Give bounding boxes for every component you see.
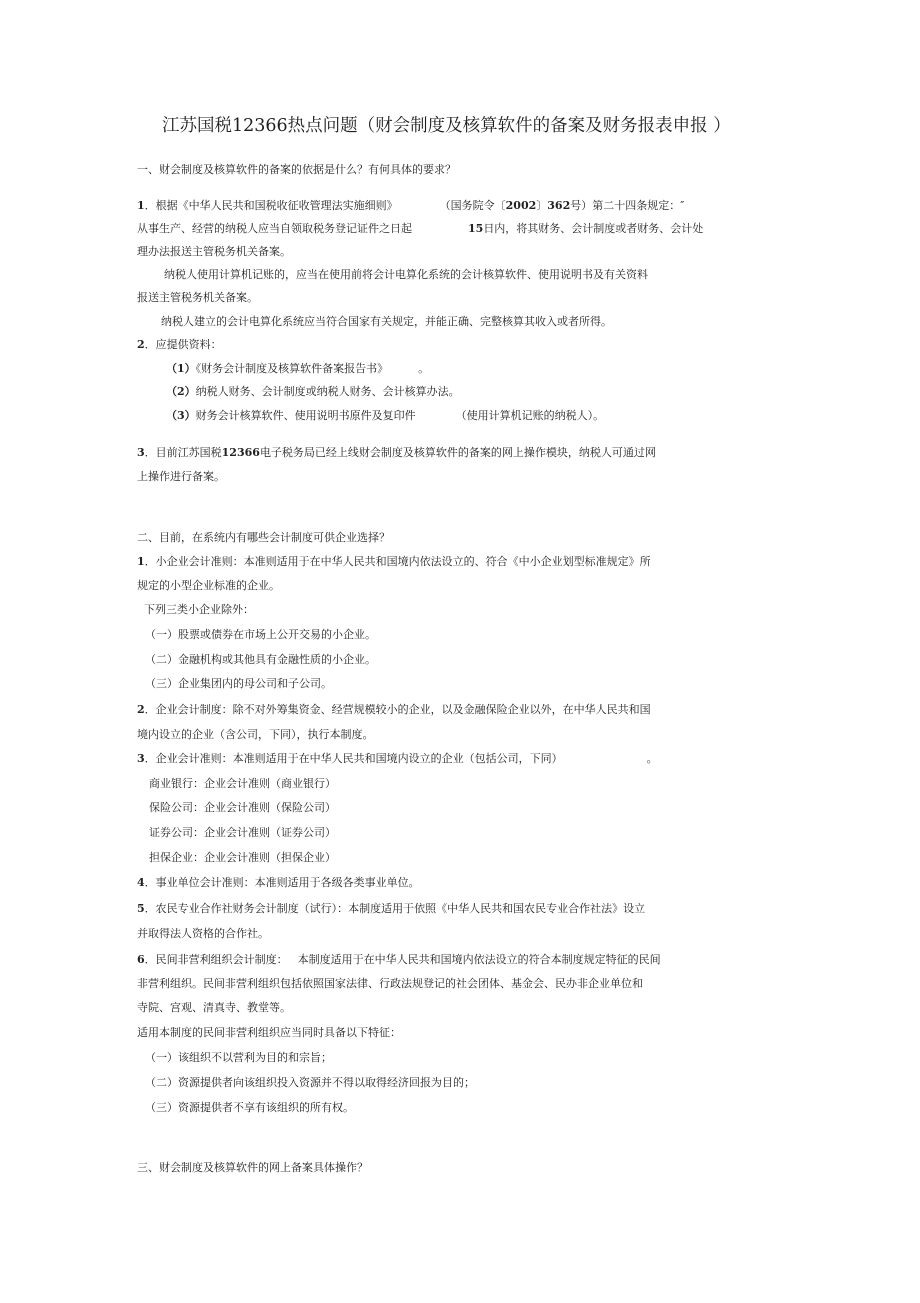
s1-p2-item-3-note: （使用计算机记账的纳税人） (455, 409, 594, 422)
s1-p3-hotline: 12366 (221, 446, 260, 459)
s1-p3-text-b: 电子税务局已经上线财会制度及核算软件的备案的网上操作模块，纳税人可通过网 (259, 446, 656, 459)
s2-item-6-line2: 非营利组织。民间非营利组织包括依照国家法律、行政法规登记的社会团体、基金会、民办非企业单位和 (137, 977, 643, 990)
s1-p2-item-2-number: （2） (166, 385, 196, 398)
s2-item-2-line1 (137, 703, 651, 717)
s2-item-6-text-b: 本制度适用于在中华人民共和国境内依法设立的符合本制度规定特征的民间 (297, 953, 661, 966)
s1-p1-order-no: 362 (547, 199, 571, 212)
section-3-heading: 三、财会制度及核算软件的网上备案具体操作？ (137, 1161, 368, 1174)
s1-p1-line5: 报送主管税务机关备案。 (137, 291, 258, 304)
s2-item-3-sub-2: 保险公司：企业会计准则（保险公司） (149, 801, 336, 814)
s1-p1-line6: 纳税人建立的会计电算化系统应当符合国家有关规定，并能正确、完整核算其收入或者所得。 (161, 315, 612, 328)
s1-p1-quote-mark: ″ (680, 199, 685, 212)
s1-p3-line2: 上操作进行备案。 (137, 470, 225, 483)
s2-item-3-line1 (137, 752, 658, 766)
s2-item-4-text: ．事业单位会计准则：本准则适用于各级各类事业单位。 (144, 876, 420, 889)
s2-item-2-line2: 境内设立的企业（含公司，下同），执行本制度。 (137, 728, 374, 741)
s2-item-5-line1 (137, 902, 645, 916)
s2-item-3-number: 3 (137, 752, 145, 765)
s2-item-5-number: 5 (137, 902, 145, 915)
s2-item-3-text: ．企业会计准则：本准则适用于在中华人民共和国境内设立的企业（包括公司，下同） (144, 752, 563, 765)
s1-p2-text: ．应提供资料： (144, 338, 222, 351)
s2-item-3-sub-4: 担保企业：企业会计准则（担保企业） (149, 851, 336, 864)
s1-p2-item-3-dot: 。 (593, 409, 605, 422)
s2-item-1-sub-2: （二）金融机构或其他具有金融性质的小企业。 (145, 653, 376, 666)
s1-p1-l2-text-b: 日内，将其财务、会计制度或者财务、会计处 (483, 222, 704, 235)
s2-item-6-sub-2: （二）资源提供者向该组织投入资源并不得以取得经济回报为目的； (145, 1076, 475, 1089)
s1-p2-item-3-text: 财务会计核算软件、使用说明书原件及复印件 (195, 409, 416, 422)
s2-item-6-line1 (137, 953, 661, 967)
s2-item-4-number: 4 (137, 876, 145, 889)
s2-item-1-line1 (137, 555, 651, 569)
s1-p1-text-b: （国务院令〔 (439, 199, 506, 212)
s2-item-5-text: ．农民专业合作社财务会计制度（试行）：本制度适用于依照《中华人民共和国农民专业合作社法》设立 (144, 902, 646, 915)
section-2-heading: 二、目前，在系统内有哪些会计制度可供企业选择？ (137, 531, 390, 544)
s1-p2-item-1-end: 。 (418, 362, 430, 375)
s1-p1-text-c: 号）第二十四条规定： (570, 199, 681, 212)
s2-item-1-number: 1 (137, 555, 145, 568)
s2-item-6-sub-3: （三）资源提供者不享有该组织的所有权。 (145, 1101, 354, 1114)
s2-item-3-end: 。 (646, 752, 658, 765)
s1-p2-item-1 (166, 362, 429, 376)
s1-p3-text-a: ．目前江苏国税 (144, 446, 222, 459)
s1-p2-item-2-text: 纳税人财务、会计制度或纳税人财务、会计核算办法。 (195, 385, 460, 398)
s1-p2-item-3 (166, 409, 604, 423)
s1-p2-item-1-text: 《财务会计制度及核算软件备案报告书》 (195, 362, 389, 375)
s1-p2-line (137, 338, 222, 352)
s2-item-3-sub-1: 商业银行：企业会计准则（商业银行） (149, 777, 336, 790)
s1-p3-line1 (137, 446, 656, 460)
s2-item-1-line3: 下列三类小企业除外： (144, 603, 254, 616)
s2-item-6-sub-1: （一）该组织不以营利为目的和宗旨； (145, 1051, 332, 1064)
s2-item-4-line1 (137, 876, 420, 890)
document-title: 江苏国税12366热点问题（财会制度及核算软件的备案及财务报表申报 ） (162, 116, 731, 136)
s2-item-1-sub-1: （一）股票或债券在市场上公开交易的小企业。 (145, 628, 376, 641)
s1-p1-text-a: ．根据《中华人民共和国税收征收管理法实施细则》 (144, 199, 398, 212)
s2-item-6-number: 6 (137, 953, 145, 966)
s1-p1-line1 (137, 199, 684, 213)
s1-p2-number: 2 (137, 338, 145, 351)
s1-p1-line3: 理办法报送主管税务机关备案。 (137, 245, 291, 258)
s2-item-3-sub-3: 证券公司：企业会计准则（证券公司） (149, 826, 336, 839)
s1-p1-number: 1 (137, 199, 145, 212)
s1-p2-item-2 (166, 385, 460, 399)
s2-item-5-line2: 并取得法人资格的合作社。 (137, 927, 269, 940)
s1-p1-line2 (137, 222, 703, 236)
s2-item-6-line3: 寺院、宫观、清真寺、教堂等。 (137, 1001, 291, 1014)
s1-p1-l2-days: 15 (468, 222, 484, 235)
s1-p2-item-1-number: （1） (166, 362, 196, 375)
s2-item-1-text: ．小企业会计准则：本准则适用于在中华人民共和国境内依法设立的、符合《中小企业划型标准规定》所 (144, 555, 651, 568)
s1-p1-line4: 纳税人使用计算机记账的，应当在使用前将会计电算化系统的会计核算软件、使用说明书及有关资料 (164, 268, 648, 281)
s2-item-2-number: 2 (137, 703, 145, 716)
section-1-heading: 一、财会制度及核算软件的备案的依据是什么？有何具体的要求？ (137, 163, 456, 176)
s2-item-2-text: ．企业会计制度：除不对外筹集资金、经营规模较小的企业，以及金融保险企业以外，在中华人民共和国 (144, 703, 651, 716)
s2-item-6-text-a: ．民间非营利组织会计制度： (144, 953, 288, 966)
s2-item-6-line4: 适用本制度的民间非营利组织应当同时具备以下特征： (137, 1026, 401, 1039)
s2-item-1-line2: 规定的小型企业标准的企业。 (137, 579, 280, 592)
s1-p1-bracket: 〕 (536, 199, 548, 212)
s1-p3-number: 3 (137, 446, 145, 459)
s1-p2-item-3-number: （3） (166, 409, 196, 422)
s2-item-1-sub-3: （三）企业集团内的母公司和子公司。 (145, 677, 332, 690)
s1-p1-year: 2002 (505, 199, 537, 212)
s1-p1-l2-text-a: 从事生产、经营的纳税人应当自领取税务登记证件之日起 (137, 222, 412, 235)
